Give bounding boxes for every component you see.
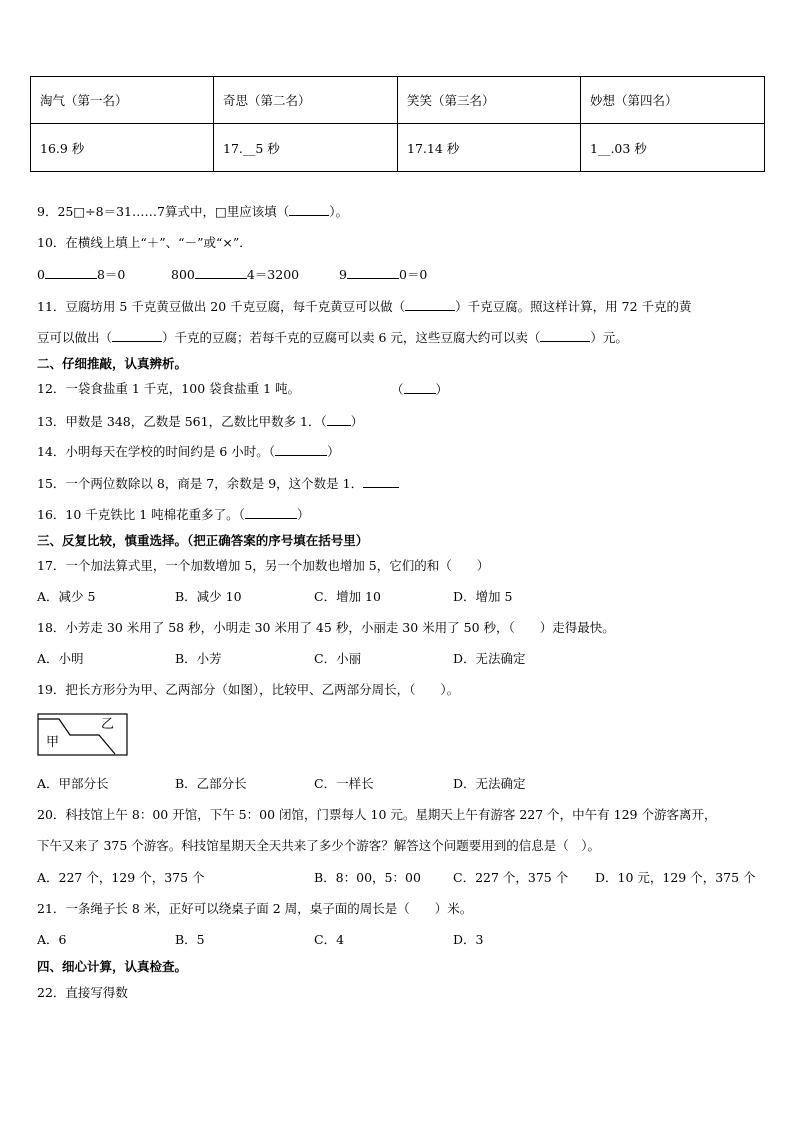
question-20: 20．科技馆上午 8：00 开馆，下午 5：00 闭馆，门票每人 10 元。星期天上午有游客 227 个，中午有 129 个游客离开， xyxy=(37,807,717,822)
label-yi: 乙 xyxy=(101,717,115,732)
option-c[interactable]: C．227 个，375 个 xyxy=(453,870,569,885)
operator-blank[interactable] xyxy=(195,266,247,279)
operator-blank[interactable] xyxy=(347,266,399,279)
question-19: 19．把长方形分为甲、乙两部分（如图），比较甲、乙两部分周长，（ ）。 xyxy=(37,682,460,697)
bracket-open: （ xyxy=(391,382,404,397)
table-cell: 17.14 秒 xyxy=(398,124,581,172)
answer-blank[interactable] xyxy=(289,203,329,216)
table-cell: 17.__5 秒 xyxy=(214,124,398,172)
option-a[interactable]: A．6 xyxy=(37,932,67,947)
question-text: 14．小明每天在学校的时间约是 6 小时。（ xyxy=(37,444,276,459)
section-heading-3: 三、反复比较，慎重选择。（把正确答案的序号填在括号里） xyxy=(37,533,369,548)
expression-right: 8＝0 xyxy=(96,267,126,282)
question-16 xyxy=(37,506,309,523)
question-17: 17．一个加法算式里，一个加数增加 5，另一个加数也增加 5，它们的和（ ） xyxy=(37,558,490,573)
question-13 xyxy=(37,413,363,430)
option-b[interactable]: B．小芳 xyxy=(175,651,222,666)
expression-left: 800 xyxy=(171,267,195,282)
question-11-line-2 xyxy=(37,329,628,346)
question-text: 12．一袋食盐重 1 千克，100 袋食盐重 1 吨。 xyxy=(37,381,301,396)
question-11 xyxy=(37,298,692,315)
question-text: ）元。 xyxy=(590,330,628,345)
expression-left: 0 xyxy=(37,267,45,282)
option-a[interactable]: A．小明 xyxy=(37,651,84,666)
question-text: 15．一个两位数除以 8，商是 7，余数是 9，这个数是 1． xyxy=(37,476,364,491)
table-cell: 淘气（第一名） xyxy=(31,77,214,124)
question-15 xyxy=(37,475,399,492)
bracket-close: ） xyxy=(435,382,449,397)
bracket-close: ） xyxy=(350,414,364,429)
answer-blank[interactable] xyxy=(245,506,297,519)
option-a[interactable]: A．减少 5 xyxy=(37,589,96,604)
bracket-close: ） xyxy=(327,444,340,459)
option-b[interactable]: B．乙部分长 xyxy=(175,776,247,791)
option-a[interactable]: A．227 个，129 个，375 个 xyxy=(37,870,205,885)
expression-right: 0＝0 xyxy=(398,267,428,282)
question-20-line-2: 下午又来了 375 个游客。科技馆星期天全天共来了多少个游客？解答这个问题要用到的信息是（ ）。 xyxy=(37,838,601,853)
question-text-tail: ）。 xyxy=(329,204,349,219)
question-14 xyxy=(37,443,340,460)
answer-blank[interactable] xyxy=(363,475,399,488)
table-cell: 16.9 秒 xyxy=(31,124,214,172)
option-c[interactable]: C．一样长 xyxy=(314,776,374,791)
question-10-items xyxy=(339,266,427,283)
option-d[interactable]: D．10 元，129 个，375 个 xyxy=(595,870,756,885)
rectangle-diagram xyxy=(37,713,129,757)
table-cell: 笑笑（第三名） xyxy=(398,77,581,124)
option-c[interactable]: C．小丽 xyxy=(314,651,362,666)
question-text: 16．10 千克铁比 1 吨棉花重多了。（ xyxy=(37,507,245,522)
bracket-close: ） xyxy=(296,507,310,522)
section-heading-2: 二、仔细推敲，认真辨析。 xyxy=(37,356,188,371)
answer-blank[interactable] xyxy=(327,413,351,426)
option-b[interactable]: B．减少 10 xyxy=(175,589,242,604)
expression-left: 9 xyxy=(339,267,347,282)
answer-blank[interactable] xyxy=(405,298,455,311)
question-text: 11．豆腐坊用 5 千克黄豆做出 20 千克豆腐，每千克黄豆可以做（ xyxy=(37,299,406,314)
question-text: ）千克豆腐。照这样计算，用 72 千克的黄 xyxy=(455,299,692,314)
question-22: 22．直接写得数 xyxy=(37,985,128,1000)
option-c[interactable]: C．4 xyxy=(314,932,345,947)
question-text: 13．甲数是 348，乙数是 561，乙数比甲数多 1．（ xyxy=(37,414,327,429)
option-d[interactable]: D．无法确定 xyxy=(453,651,526,666)
table-cell: 妙想（第四名） xyxy=(581,77,765,124)
race-results-table xyxy=(30,76,765,172)
answer-blank[interactable] xyxy=(540,329,590,342)
label-jia: 甲 xyxy=(46,735,60,750)
table-cell: 1__.03 秒 xyxy=(581,124,765,172)
question-10-items xyxy=(171,266,299,283)
option-b[interactable]: B．8：00，5：00 xyxy=(314,870,421,885)
option-d[interactable]: D．无法确定 xyxy=(453,776,526,791)
question-text: 9．25□÷8＝31……7算式中，□里应该填（ xyxy=(37,204,290,219)
question-text: ）千克的豆腐；若每千克的豆腐可以卖 6 元，这些豆腐大约可以卖（ xyxy=(162,330,541,345)
expression-right: 4＝3200 xyxy=(246,267,300,282)
section-heading-4: 四、细心计算，认真检查。 xyxy=(37,959,188,974)
answer-blank[interactable] xyxy=(404,381,436,394)
answer-blank[interactable] xyxy=(112,329,162,342)
question-12-answer xyxy=(391,381,448,398)
option-d[interactable]: D．3 xyxy=(453,932,484,947)
table-row xyxy=(31,124,765,172)
table-row xyxy=(31,77,765,124)
option-c[interactable]: C．增加 10 xyxy=(314,589,381,604)
rectangle-division-figure xyxy=(37,713,129,757)
option-a[interactable]: A．甲部分长 xyxy=(37,776,109,791)
question-10-items xyxy=(37,266,125,283)
option-b[interactable]: B．5 xyxy=(175,932,205,947)
operator-blank[interactable] xyxy=(45,266,97,279)
question-10: 10．在横线上填上“＋”、“－”或“×”． xyxy=(37,235,252,250)
table-cell: 奇思（第二名） xyxy=(214,77,398,124)
question-12 xyxy=(37,381,300,397)
question-21: 21．一条绳子长 8 米，正好可以绕桌子面 2 周，桌子面的周长是（ ）米。 xyxy=(37,901,473,916)
question-9 xyxy=(37,203,348,220)
answer-blank[interactable] xyxy=(275,443,327,456)
option-d[interactable]: D．增加 5 xyxy=(453,589,513,604)
question-text: 豆可以做出（ xyxy=(37,330,113,345)
question-18: 18．小芳走 30 米用了 58 秒，小明走 30 米用了 45 秒，小丽走 30 米用了 50 秒，（ ）走得最快。 xyxy=(37,620,615,635)
